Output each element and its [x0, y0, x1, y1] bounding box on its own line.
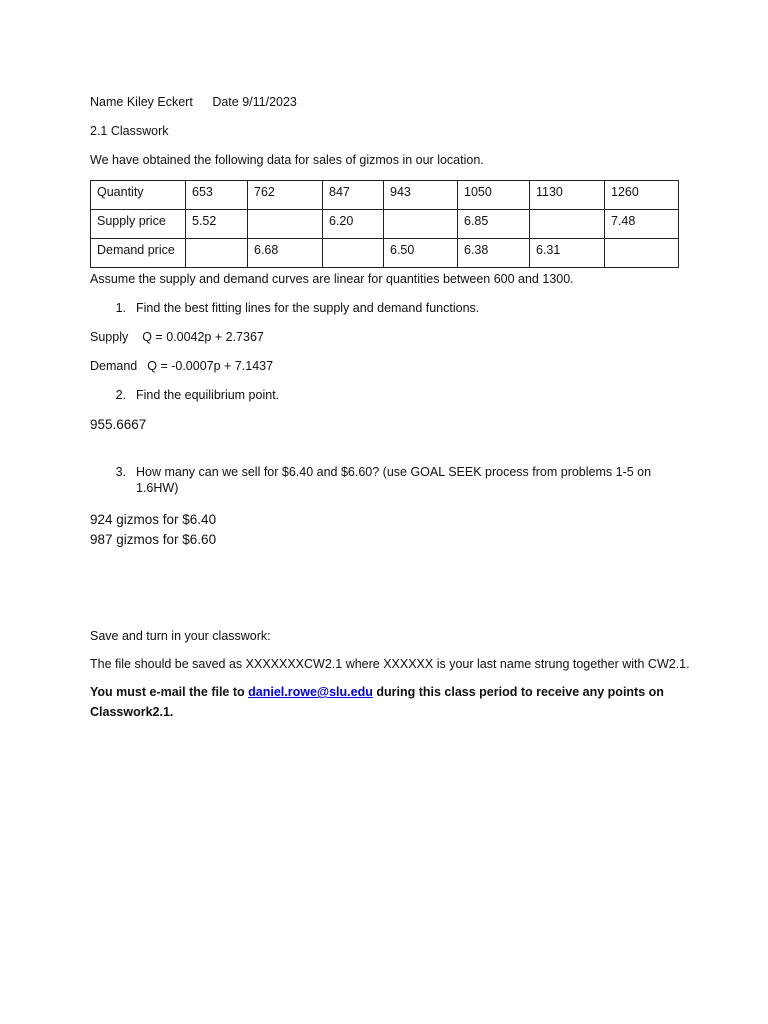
data-table [90, 180, 679, 268]
table-cell: 1130 [530, 181, 605, 210]
table-cell: 943 [384, 181, 458, 210]
table-row-quantity [91, 181, 679, 210]
table-cell [186, 239, 248, 268]
question-text: How many can we sell for $6.40 and $6.60? (use GOAL SEEK process from problems 1-5 on 1.6HW) [136, 465, 652, 495]
table-cell: Quantity [91, 181, 186, 210]
table-row-demand [91, 239, 679, 268]
demand-label: Demand [90, 359, 138, 373]
equilibrium-answer: 955.6667 [90, 417, 147, 432]
table-row-supply [91, 210, 679, 239]
email-link[interactable]: daniel.rowe@slu.edu [248, 685, 373, 699]
table-cell: 6.85 [458, 210, 530, 239]
table-cell: 1260 [605, 181, 679, 210]
section-title: 2.1 Classwork [90, 124, 169, 138]
supply-equation: Q = 0.0042p + 2.7367 [142, 330, 264, 344]
sell-answer-640: 924 gizmos for $6.40 [90, 512, 217, 527]
table-cell [530, 210, 605, 239]
supply-label: Supply [90, 330, 129, 344]
table-cell: 6.38 [458, 239, 530, 268]
email-suffix: during this class period to receive any points on [376, 685, 664, 699]
supply-answer [90, 329, 264, 345]
email-instruction-line2: Classwork2.1. [90, 705, 174, 719]
save-instruction: Save and turn in your classwork: [90, 629, 271, 643]
table-cell: 6.20 [323, 210, 384, 239]
email-prefix: You must e-mail the file to [90, 685, 245, 699]
question-text: Find the equilibrium point. [136, 388, 280, 402]
table-cell [605, 239, 679, 268]
table-cell: 5.52 [186, 210, 248, 239]
intro-text: We have obtained the following data for sales of gizmos in our location. [90, 153, 484, 167]
table-cell: 653 [186, 181, 248, 210]
file-instruction: The file should be saved as XXXXXXXCW2.1 where XXXXXX is your last name strung together with CW2.1. [90, 657, 690, 671]
table-cell: 7.48 [605, 210, 679, 239]
table-cell [323, 239, 384, 268]
table-cell: 6.50 [384, 239, 458, 268]
table-cell: Demand price [91, 239, 186, 268]
table-cell: 847 [323, 181, 384, 210]
table-cell: Supply price [91, 210, 186, 239]
table-cell: 762 [248, 181, 323, 210]
header-line [90, 94, 297, 110]
date-label: Date [212, 95, 239, 109]
table-cell: 1050 [458, 181, 530, 210]
table-cell: 6.31 [530, 239, 605, 268]
question-number: 3. [115, 465, 126, 479]
question-number: 2. [115, 388, 126, 402]
name-value: Kiley Eckert [126, 95, 193, 109]
table-cell: 6.68 [248, 239, 323, 268]
name-label: Name [90, 95, 124, 109]
assumption-text: Assume the supply and demand curves are linear for quantities between 600 and 1300. [90, 272, 574, 286]
date-value: 9/11/2023 [242, 95, 297, 109]
demand-answer [90, 358, 273, 374]
demand-equation: Q = -0.0007p + 7.1437 [147, 359, 274, 373]
email-instruction [90, 684, 664, 700]
question-number: 1. [115, 301, 126, 315]
sell-answer-660: 987 gizmos for $6.60 [90, 532, 217, 547]
table-cell [248, 210, 323, 239]
table-cell [384, 210, 458, 239]
question-text: Find the best fitting lines for the supply and demand functions. [136, 301, 480, 315]
